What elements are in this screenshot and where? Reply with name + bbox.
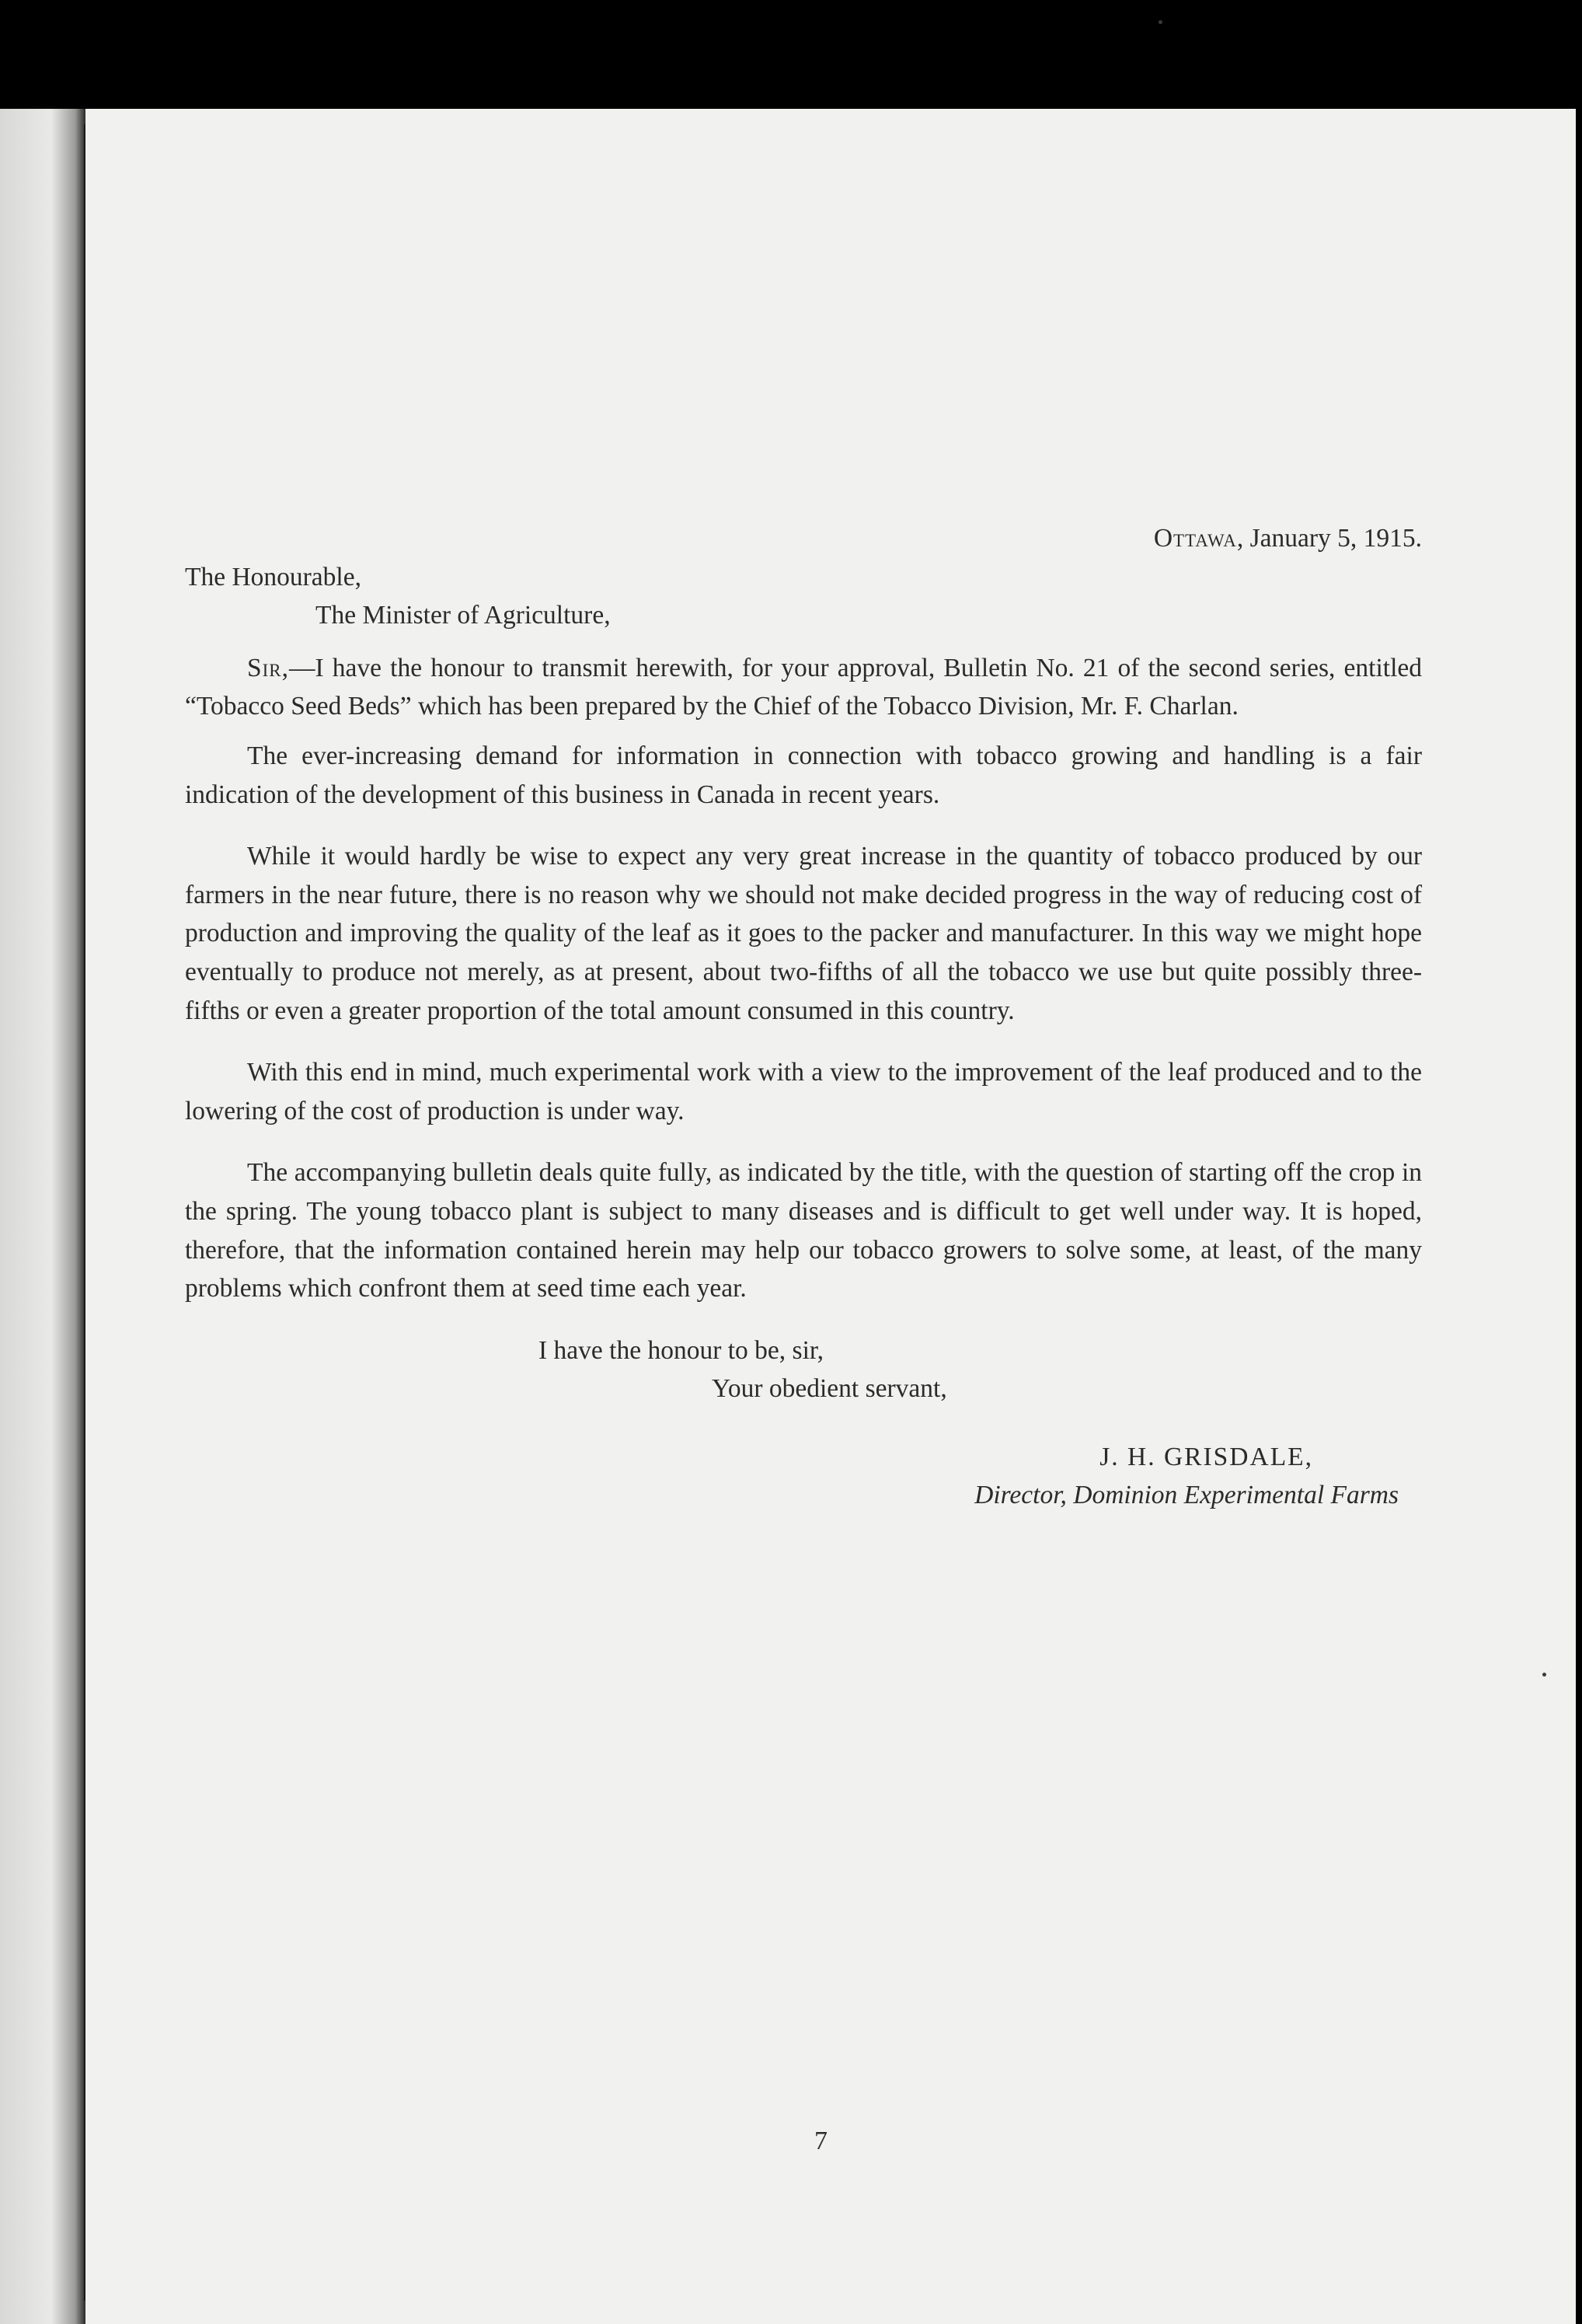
letter-paragraph (185, 649, 1422, 726)
page-number: 7 (814, 2127, 828, 2155)
closing-line: I have the honour to be, sir, (538, 1335, 824, 1365)
letter-paragraph: While it would hardly be wise to expect any very great increase in the quantity of tobacco produced by our farmers in the near future, there is no reason why we should not make decided progress in the way of reducing cost of production and improving the quality of the leaf as it goes to the packer and manufacturer. In this way we might hope eventually to produce not merely, as at present, about two-fifths of all the tobacco we use but quite possibly three-fifths or even a greater proportion of the total amount consumed in this country. (185, 842, 1422, 1025)
transmittal-letter (185, 519, 1422, 1515)
page-binding-edge (0, 109, 85, 2324)
signature-title: Director, Dominion Experimental Farms (974, 1481, 1399, 1510)
salutation-sir: Sir, (247, 653, 290, 682)
scan-speck (1542, 1673, 1546, 1677)
closing-salutation: Your obedient servant, (712, 1374, 947, 1404)
dateline-city: Ottawa (1153, 524, 1237, 553)
scan-speck (1159, 20, 1162, 24)
letter-paragraph: The accompanying bulletin deals quite fully, as indicated by the title, with the question of starting off the crop in the spring. The young tobacco plant is subject to many diseases and is difficult to get well under way. It is hoped, therefore, that the information contained herein may help our tobacco growers to solve some, at least, of the many problems which confront them at seed time each year. (185, 1158, 1422, 1303)
paragraph-text: —I have the honour to transmit herewith, for your approval, Bulletin No. 21 of the second series, entitled “Tobacco Seed Beds” which has been prepared by the Chief of the Tobacco Division, Mr. F. Charlan. (185, 653, 1422, 721)
signature-name: J. H. GRISDALE, (1099, 1442, 1313, 1471)
addressee-minister-line: The Minister of Agriculture, (315, 601, 611, 630)
dateline-date: , January 5, 1915. (1236, 524, 1422, 553)
letter-paragraph: With this end in mind, much experimental work with a view to the improvement of the leaf produced and to the lowering of the cost of production is under way. (185, 1058, 1422, 1125)
addressee-line: The Honourable, (185, 562, 361, 591)
letter-paragraph: The ever-increasing demand for information in connection with tobacco growing and handling is a fair indication of the development of this business in Canada in recent years. (185, 741, 1422, 809)
dateline (185, 519, 1422, 558)
